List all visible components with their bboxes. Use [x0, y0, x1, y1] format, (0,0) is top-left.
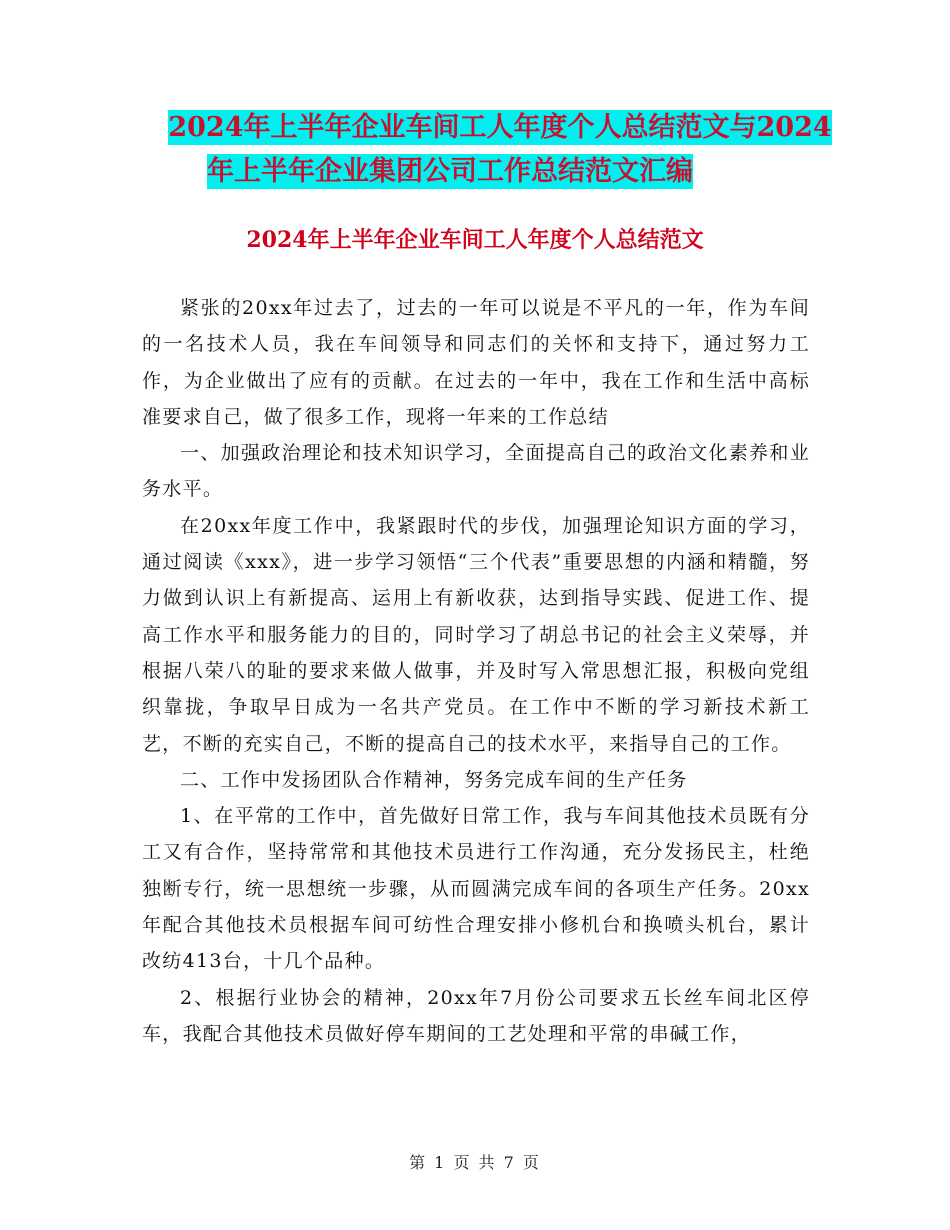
paragraph: 2、根据行业协会的精神，20xx年7月份公司要求五长丝车间北区停车，我配合其他技术员做好停车期间的工艺处理和平常的串碱工作， — [142, 986, 810, 1045]
title-line-2: 年上半年企业集团公司工作总结范文汇编 — [207, 156, 693, 187]
section-title: 2024年上半年企业车间工人年度个人总结范文 — [246, 227, 704, 253]
title-line-1: 2024年上半年企业车间工人年度个人总结范文与2024 — [168, 112, 832, 143]
paragraph: 一、加强政治理论和技术知识学习，全面提高自己的政治文化素养和业务水平。 — [142, 442, 810, 501]
paragraph: 二、工作中发扬团队合作精神，努务完成车间的生产任务 — [180, 768, 688, 791]
paragraph: 1、在平常的工作中，首先做好日常工作，我与车间其他技术员既有分工又有合作，坚持常常和其他技术员进行工作沟通，充分发扬民主，杜绝独断专行，统一思想统一步骤，从而圆满完成车间的各项生产任务。20xx年配合其他技术员根据车间可纺性合理安排小修机台和换喷头机台，累计改纺413台，十几个品种。 — [142, 805, 810, 973]
paragraph: 在20xx年度工作中，我紧跟时代的步伐，加强理论知识方面的学习，通过阅读《xxx》，进一步学习领悟“三个代表”重要思想的内涵和精髓，努力做到认识上有新提高、运用上有新收获，达到指导实践、促进工作、提高工作水平和服务能力的目的，同时学习了胡总书记的社会主义荣辱，并根据八荣八的耻的要求来做人做事，并及时写入常思想汇报，积极向党组织靠拢，争取早日成为一名共产党员。在工作中不断的学习新技术新工艺，不断的充实自己，不断的提高自己的技术水平，来指导自己的工作。 — [142, 514, 810, 755]
page-footer: 第 1 页 共 7 页 — [409, 1153, 541, 1172]
paragraph: 紧张的20xx年过去了，过去的一年可以说是不平凡的一年，作为车间的一名技术人员，我在车间领导和同志们的关怀和支持下，通过努力工作，为企业做出了应有的贡献。在过去的一年中，我在工作和生活中高标准要求自己，做了很多工作，现将一年来的工作总结 — [142, 297, 810, 428]
document-title — [0, 106, 950, 194]
document-body — [142, 290, 810, 1052]
